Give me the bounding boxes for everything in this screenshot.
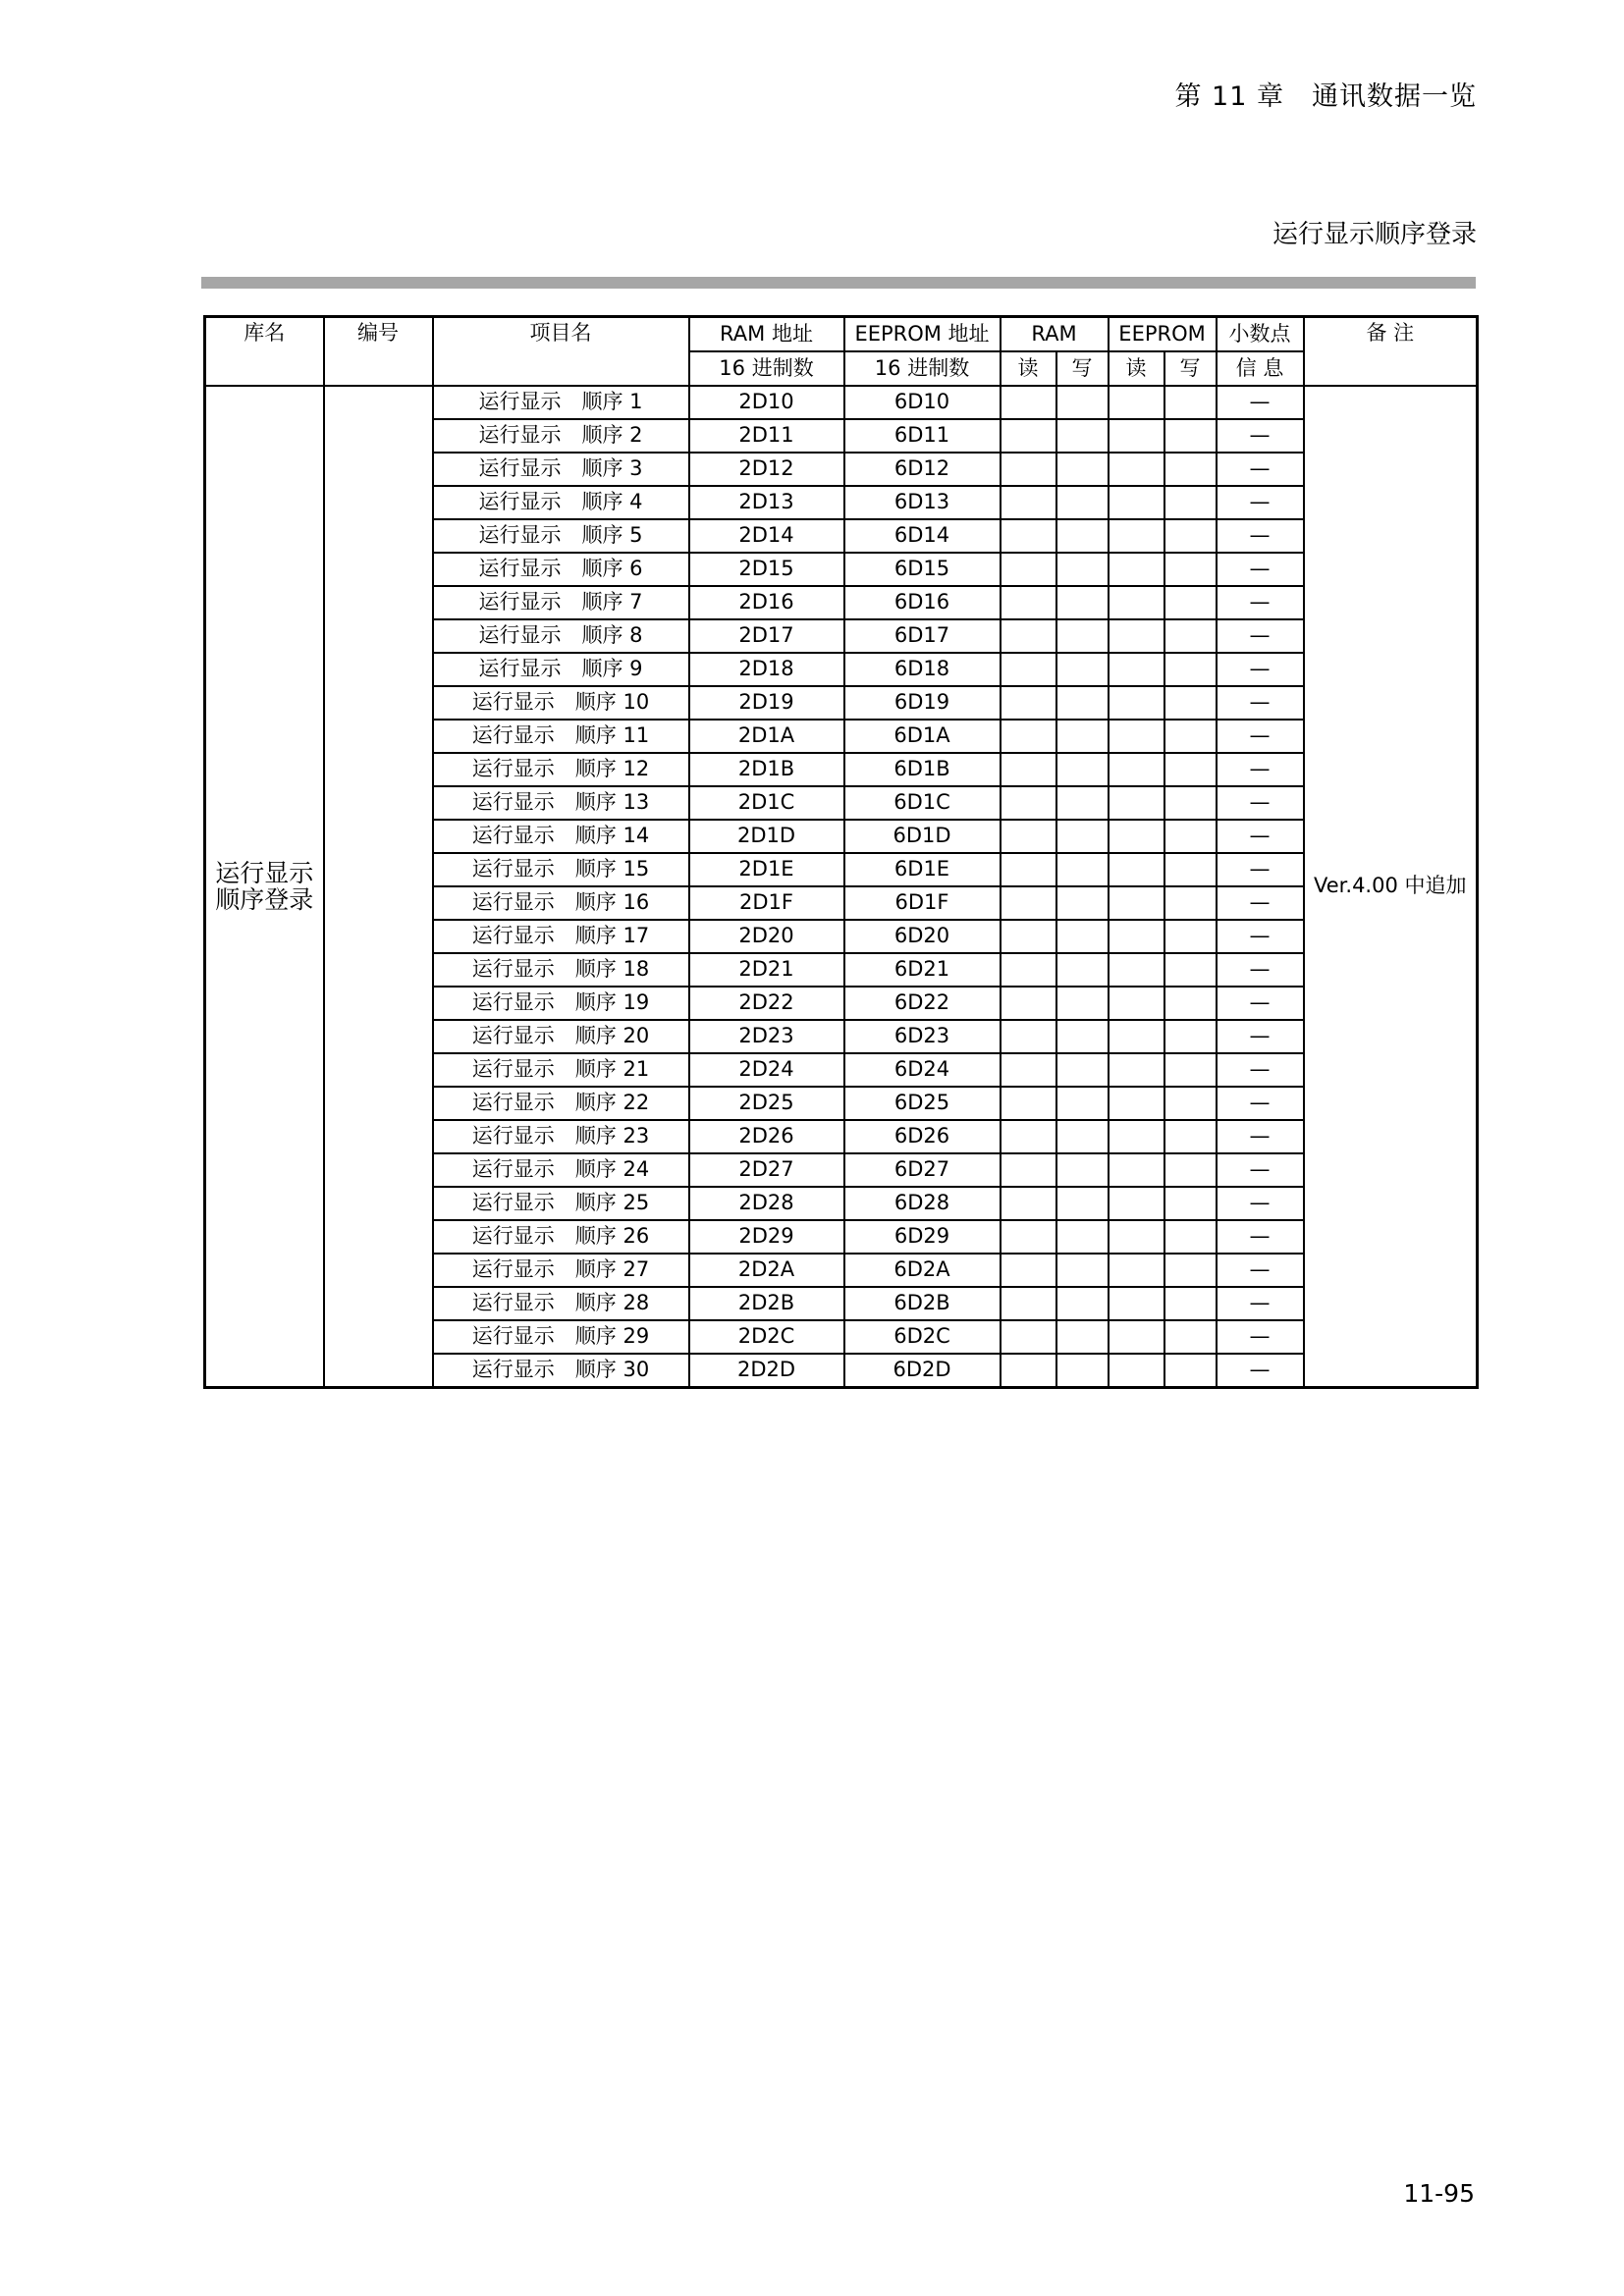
ram-write-cell [1056, 1320, 1109, 1354]
table-header [205, 317, 1478, 387]
ram-read-cell [1001, 1187, 1056, 1220]
decimal-info-cell: — [1217, 453, 1304, 486]
item-name-cell: 运行显示 顺序 14 [433, 820, 689, 853]
ram-read-cell [1001, 586, 1056, 619]
decimal-info-cell: — [1217, 419, 1304, 453]
ram-read-cell [1001, 1320, 1056, 1354]
library-name-cell [205, 386, 324, 1388]
ram-address-cell: 2D1B [689, 753, 844, 786]
eeprom-address-cell: 6D1C [844, 786, 1001, 820]
eeprom-write-cell [1164, 987, 1217, 1020]
eeprom-address-cell: 6D2C [844, 1320, 1001, 1354]
decimal-info-cell: — [1217, 1220, 1304, 1254]
eeprom-read-cell [1109, 519, 1164, 553]
ram-read-cell [1001, 1087, 1056, 1120]
eeprom-write-cell [1164, 886, 1217, 920]
header-ram-write: 写 [1056, 351, 1109, 386]
ram-read-cell [1001, 1120, 1056, 1153]
eeprom-address-cell: 6D10 [844, 386, 1001, 419]
ram-address-cell: 2D17 [689, 619, 844, 653]
header-eeprom: EEPROM [1109, 317, 1217, 352]
ram-address-cell: 2D2D [689, 1354, 844, 1388]
item-name-cell: 运行显示 顺序 19 [433, 987, 689, 1020]
decimal-info-cell: — [1217, 953, 1304, 987]
eeprom-read-cell [1109, 686, 1164, 720]
ram-write-cell [1056, 853, 1109, 886]
eeprom-write-cell [1164, 920, 1217, 953]
decimal-info-cell: — [1217, 386, 1304, 419]
decimal-info-cell: — [1217, 1120, 1304, 1153]
header-number: 编号 [324, 317, 433, 387]
header-eeprom-address: EEPROM 地址 [844, 317, 1001, 352]
item-name-cell: 运行显示 顺序 18 [433, 953, 689, 987]
eeprom-address-cell: 6D2A [844, 1254, 1001, 1287]
eeprom-address-cell: 6D14 [844, 519, 1001, 553]
header-ram-address: RAM 地址 [689, 317, 844, 352]
header-ram-address-hex: 16 进制数 [689, 351, 844, 386]
ram-read-cell [1001, 1254, 1056, 1287]
item-name-cell: 运行显示 顺序 29 [433, 1320, 689, 1354]
decimal-info-cell: — [1217, 1287, 1304, 1320]
ram-address-cell: 2D25 [689, 1087, 844, 1120]
item-name-cell: 运行显示 顺序 2 [433, 419, 689, 453]
eeprom-address-cell: 6D26 [844, 1120, 1001, 1153]
eeprom-write-cell [1164, 1087, 1217, 1120]
ram-write-cell [1056, 686, 1109, 720]
ram-address-cell: 2D1C [689, 786, 844, 820]
ram-write-cell [1056, 720, 1109, 753]
item-name-cell: 运行显示 顺序 21 [433, 1053, 689, 1087]
decimal-info-cell: — [1217, 586, 1304, 619]
decimal-info-cell: — [1217, 653, 1304, 686]
ram-write-cell [1056, 987, 1109, 1020]
ram-read-cell [1001, 1354, 1056, 1388]
eeprom-address-cell: 6D20 [844, 920, 1001, 953]
decimal-info-cell: — [1217, 920, 1304, 953]
eeprom-address-cell: 6D21 [844, 953, 1001, 987]
decimal-info-cell: — [1217, 519, 1304, 553]
decimal-info-cell: — [1217, 1153, 1304, 1187]
item-name-cell: 运行显示 顺序 20 [433, 1020, 689, 1053]
chapter-heading: 第 11 章 通讯数据一览 [1174, 81, 1477, 112]
ram-read-cell [1001, 1220, 1056, 1254]
decimal-info-cell: — [1217, 886, 1304, 920]
ram-address-cell: 2D26 [689, 1120, 844, 1153]
ram-read-cell [1001, 720, 1056, 753]
ram-read-cell [1001, 920, 1056, 953]
decimal-info-cell: — [1217, 853, 1304, 886]
ram-read-cell [1001, 453, 1056, 486]
eeprom-read-cell [1109, 1020, 1164, 1053]
eeprom-address-cell: 6D2D [844, 1354, 1001, 1388]
header-eeprom-read: 读 [1109, 351, 1164, 386]
item-name-cell: 运行显示 顺序 4 [433, 486, 689, 519]
ram-write-cell [1056, 1020, 1109, 1053]
item-name-cell: 运行显示 顺序 27 [433, 1254, 689, 1287]
eeprom-address-cell: 6D16 [844, 586, 1001, 619]
library-name-line1: 运行显示 [215, 858, 314, 887]
eeprom-address-cell: 6D15 [844, 553, 1001, 586]
ram-address-cell: 2D11 [689, 419, 844, 453]
ram-address-cell: 2D24 [689, 1053, 844, 1087]
item-name-cell: 运行显示 顺序 30 [433, 1354, 689, 1388]
ram-write-cell [1056, 619, 1109, 653]
eeprom-read-cell [1109, 419, 1164, 453]
ram-read-cell [1001, 853, 1056, 886]
eeprom-address-cell: 6D17 [844, 619, 1001, 653]
ram-address-cell: 2D18 [689, 653, 844, 686]
ram-address-cell: 2D22 [689, 987, 844, 1020]
decimal-info-cell: — [1217, 619, 1304, 653]
header-ram-read: 读 [1001, 351, 1056, 386]
ram-read-cell [1001, 786, 1056, 820]
eeprom-address-cell: 6D28 [844, 1187, 1001, 1220]
ram-write-cell [1056, 1087, 1109, 1120]
eeprom-read-cell [1109, 987, 1164, 1020]
ram-read-cell [1001, 987, 1056, 1020]
eeprom-read-cell [1109, 886, 1164, 920]
eeprom-address-cell: 6D2B [844, 1287, 1001, 1320]
eeprom-read-cell [1109, 1187, 1164, 1220]
ram-write-cell [1056, 886, 1109, 920]
eeprom-write-cell [1164, 1354, 1217, 1388]
ram-read-cell [1001, 519, 1056, 553]
ram-write-cell [1056, 519, 1109, 553]
ram-read-cell [1001, 1287, 1056, 1320]
decimal-info-cell: — [1217, 686, 1304, 720]
item-name-cell: 运行显示 顺序 6 [433, 553, 689, 586]
eeprom-address-cell: 6D29 [844, 1220, 1001, 1254]
ram-address-cell: 2D1F [689, 886, 844, 920]
eeprom-address-cell: 6D18 [844, 653, 1001, 686]
ram-write-cell [1056, 1254, 1109, 1287]
ram-read-cell [1001, 1020, 1056, 1053]
item-name-cell: 运行显示 顺序 23 [433, 1120, 689, 1153]
eeprom-write-cell [1164, 1220, 1217, 1254]
ram-read-cell [1001, 1053, 1056, 1087]
decimal-info-cell: — [1217, 786, 1304, 820]
library-name-line2: 顺序登录 [215, 885, 314, 914]
eeprom-address-cell: 6D25 [844, 1087, 1001, 1120]
eeprom-read-cell [1109, 553, 1164, 586]
item-name-cell: 运行显示 顺序 25 [433, 1187, 689, 1220]
eeprom-address-cell: 6D1E [844, 853, 1001, 886]
decimal-info-cell: — [1217, 820, 1304, 853]
eeprom-write-cell [1164, 786, 1217, 820]
eeprom-write-cell [1164, 1020, 1217, 1053]
eeprom-write-cell [1164, 653, 1217, 686]
ram-write-cell [1056, 753, 1109, 786]
ram-write-cell [1056, 1287, 1109, 1320]
decimal-info-cell: — [1217, 1320, 1304, 1354]
eeprom-address-cell: 6D1A [844, 720, 1001, 753]
ram-address-cell: 2D13 [689, 486, 844, 519]
ram-read-cell [1001, 486, 1056, 519]
ram-write-cell [1056, 820, 1109, 853]
eeprom-write-cell [1164, 720, 1217, 753]
eeprom-write-cell [1164, 386, 1217, 419]
ram-address-cell: 2D23 [689, 1020, 844, 1053]
decimal-info-cell: — [1217, 1254, 1304, 1287]
eeprom-read-cell [1109, 820, 1164, 853]
item-name-cell: 运行显示 顺序 5 [433, 519, 689, 553]
eeprom-write-cell [1164, 1120, 1217, 1153]
item-name-cell: 运行显示 顺序 26 [433, 1220, 689, 1254]
ram-write-cell [1056, 953, 1109, 987]
eeprom-read-cell [1109, 486, 1164, 519]
eeprom-write-cell [1164, 1053, 1217, 1087]
decimal-info-cell: — [1217, 1187, 1304, 1220]
page-number: 11-95 [1403, 2179, 1475, 2208]
ram-write-cell [1056, 586, 1109, 619]
ram-read-cell [1001, 1153, 1056, 1187]
eeprom-address-cell: 6D12 [844, 453, 1001, 486]
eeprom-read-cell [1109, 386, 1164, 419]
ram-read-cell [1001, 619, 1056, 653]
eeprom-read-cell [1109, 1220, 1164, 1254]
item-name-cell: 运行显示 顺序 7 [433, 586, 689, 619]
decimal-info-cell: — [1217, 753, 1304, 786]
ram-write-cell [1056, 1220, 1109, 1254]
decimal-info-cell: — [1217, 1020, 1304, 1053]
ram-read-cell [1001, 653, 1056, 686]
header-item: 项目名 [433, 317, 689, 387]
eeprom-read-cell [1109, 953, 1164, 987]
ram-address-cell: 2D12 [689, 453, 844, 486]
eeprom-read-cell [1109, 753, 1164, 786]
eeprom-address-cell: 6D1B [844, 753, 1001, 786]
eeprom-read-cell [1109, 1153, 1164, 1187]
ram-address-cell: 2D16 [689, 586, 844, 619]
item-name-cell: 运行显示 顺序 22 [433, 1087, 689, 1120]
item-name-cell: 运行显示 顺序 24 [433, 1153, 689, 1187]
decimal-info-cell: — [1217, 720, 1304, 753]
eeprom-address-cell: 6D23 [844, 1020, 1001, 1053]
item-name-cell: 运行显示 顺序 11 [433, 720, 689, 753]
eeprom-address-cell: 6D19 [844, 686, 1001, 720]
eeprom-write-cell [1164, 1187, 1217, 1220]
header-ram: RAM [1001, 317, 1109, 352]
ram-read-cell [1001, 820, 1056, 853]
eeprom-write-cell [1164, 553, 1217, 586]
eeprom-write-cell [1164, 1254, 1217, 1287]
eeprom-address-cell: 6D11 [844, 419, 1001, 453]
ram-address-cell: 2D19 [689, 686, 844, 720]
decimal-info-cell: — [1217, 486, 1304, 519]
item-name-cell: 运行显示 顺序 13 [433, 786, 689, 820]
ram-write-cell [1056, 1053, 1109, 1087]
eeprom-read-cell [1109, 1254, 1164, 1287]
ram-write-cell [1056, 419, 1109, 453]
ram-address-cell: 2D1A [689, 720, 844, 753]
header-decimal: 小数点 [1217, 317, 1304, 352]
eeprom-read-cell [1109, 720, 1164, 753]
ram-address-cell: 2D2A [689, 1254, 844, 1287]
ram-address-cell: 2D2C [689, 1320, 844, 1354]
eeprom-write-cell [1164, 453, 1217, 486]
decimal-info-cell: — [1217, 1087, 1304, 1120]
eeprom-write-cell [1164, 1287, 1217, 1320]
ram-write-cell [1056, 920, 1109, 953]
eeprom-address-cell: 6D13 [844, 486, 1001, 519]
ram-address-cell: 2D20 [689, 920, 844, 953]
eeprom-write-cell [1164, 1153, 1217, 1187]
section-title: 运行显示顺序登录 [1272, 220, 1477, 249]
item-name-cell: 运行显示 顺序 17 [433, 920, 689, 953]
ram-address-cell: 2D27 [689, 1153, 844, 1187]
ram-read-cell [1001, 953, 1056, 987]
ram-address-cell: 2D29 [689, 1220, 844, 1254]
eeprom-read-cell [1109, 1120, 1164, 1153]
item-name-cell: 运行显示 顺序 8 [433, 619, 689, 653]
item-name-cell: 运行显示 顺序 15 [433, 853, 689, 886]
eeprom-write-cell [1164, 586, 1217, 619]
eeprom-write-cell [1164, 486, 1217, 519]
ram-address-cell: 2D15 [689, 553, 844, 586]
eeprom-write-cell [1164, 853, 1217, 886]
item-name-cell: 运行显示 顺序 3 [433, 453, 689, 486]
ram-address-cell: 2D1E [689, 853, 844, 886]
ram-address-cell: 2D2B [689, 1287, 844, 1320]
header-library: 库名 [205, 317, 324, 387]
header-eeprom-write: 写 [1164, 351, 1217, 386]
eeprom-read-cell [1109, 786, 1164, 820]
remark-cell: Ver.4.00 中追加 [1304, 386, 1478, 1388]
ram-address-cell: 2D10 [689, 386, 844, 419]
decimal-info-cell: — [1217, 553, 1304, 586]
section-divider [201, 277, 1476, 289]
table-row [205, 386, 1478, 419]
ram-write-cell [1056, 453, 1109, 486]
item-name-cell: 运行显示 顺序 16 [433, 886, 689, 920]
eeprom-write-cell [1164, 953, 1217, 987]
header-decimal-info: 信 息 [1217, 351, 1304, 386]
decimal-info-cell: — [1217, 1354, 1304, 1388]
ram-write-cell [1056, 1120, 1109, 1153]
eeprom-read-cell [1109, 1087, 1164, 1120]
decimal-info-cell: — [1217, 1053, 1304, 1087]
eeprom-write-cell [1164, 686, 1217, 720]
eeprom-read-cell [1109, 920, 1164, 953]
ram-read-cell [1001, 686, 1056, 720]
ram-read-cell [1001, 753, 1056, 786]
eeprom-address-cell: 6D1D [844, 820, 1001, 853]
ram-read-cell [1001, 886, 1056, 920]
item-name-cell: 运行显示 顺序 28 [433, 1287, 689, 1320]
eeprom-read-cell [1109, 619, 1164, 653]
eeprom-read-cell [1109, 1354, 1164, 1388]
eeprom-read-cell [1109, 653, 1164, 686]
table-body [205, 386, 1478, 1388]
ram-write-cell [1056, 553, 1109, 586]
eeprom-address-cell: 6D22 [844, 987, 1001, 1020]
eeprom-write-cell [1164, 419, 1217, 453]
ram-write-cell [1056, 486, 1109, 519]
eeprom-read-cell [1109, 1287, 1164, 1320]
header-eeprom-address-hex: 16 进制数 [844, 351, 1001, 386]
ram-read-cell [1001, 553, 1056, 586]
eeprom-read-cell [1109, 586, 1164, 619]
eeprom-address-cell: 6D1F [844, 886, 1001, 920]
eeprom-read-cell [1109, 1320, 1164, 1354]
eeprom-read-cell [1109, 853, 1164, 886]
number-cell [324, 386, 433, 1388]
eeprom-read-cell [1109, 453, 1164, 486]
ram-write-cell [1056, 1153, 1109, 1187]
ram-read-cell [1001, 386, 1056, 419]
eeprom-write-cell [1164, 1320, 1217, 1354]
decimal-info-cell: — [1217, 987, 1304, 1020]
ram-write-cell [1056, 1187, 1109, 1220]
eeprom-write-cell [1164, 519, 1217, 553]
ram-address-cell: 2D14 [689, 519, 844, 553]
ram-write-cell [1056, 653, 1109, 686]
eeprom-read-cell [1109, 1053, 1164, 1087]
ram-write-cell [1056, 786, 1109, 820]
ram-address-cell: 2D1D [689, 820, 844, 853]
item-name-cell: 运行显示 顺序 1 [433, 386, 689, 419]
eeprom-address-cell: 6D27 [844, 1153, 1001, 1187]
ram-address-cell: 2D28 [689, 1187, 844, 1220]
eeprom-write-cell [1164, 619, 1217, 653]
header-remark: 备 注 [1304, 317, 1478, 387]
ram-read-cell [1001, 419, 1056, 453]
eeprom-write-cell [1164, 820, 1217, 853]
eeprom-address-cell: 6D24 [844, 1053, 1001, 1087]
register-table [203, 315, 1479, 1389]
eeprom-write-cell [1164, 753, 1217, 786]
item-name-cell: 运行显示 顺序 9 [433, 653, 689, 686]
item-name-cell: 运行显示 顺序 10 [433, 686, 689, 720]
ram-write-cell [1056, 1354, 1109, 1388]
item-name-cell: 运行显示 顺序 12 [433, 753, 689, 786]
ram-write-cell [1056, 386, 1109, 419]
ram-address-cell: 2D21 [689, 953, 844, 987]
